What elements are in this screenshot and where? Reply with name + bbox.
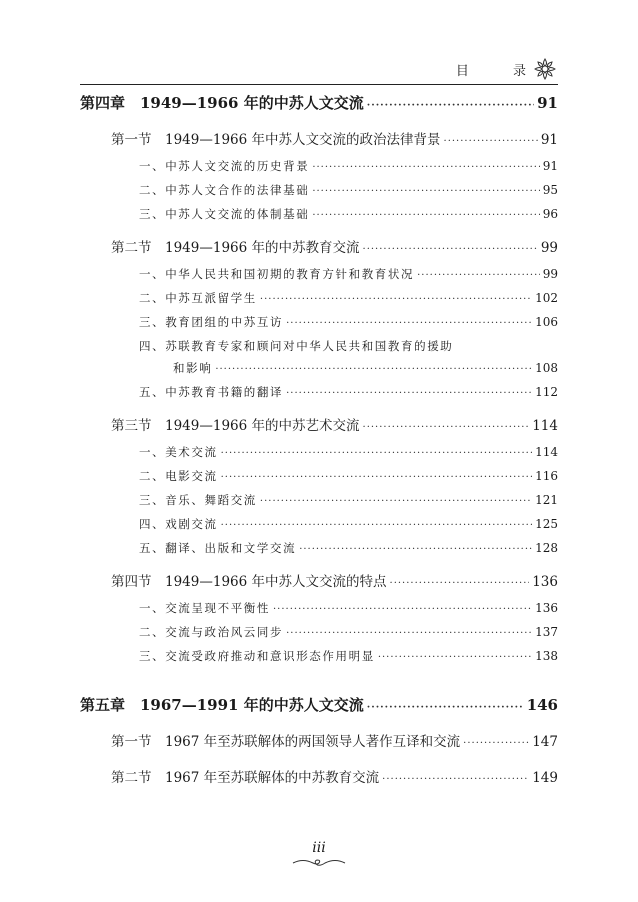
toc-page-number: 125 bbox=[535, 517, 558, 531]
dot-leader bbox=[286, 628, 532, 639]
toc-section[interactable] bbox=[80, 128, 558, 150]
toc-chapter-title: 第四章 1949—1966 年的中苏人文交流 bbox=[80, 94, 364, 112]
page-number: iii bbox=[312, 840, 326, 856]
toc-section[interactable] bbox=[80, 236, 558, 258]
toc-item[interactable] bbox=[80, 444, 558, 460]
toc-item-title: 一、交流呈现不平衡性 bbox=[139, 601, 270, 615]
toc-chapter[interactable] bbox=[80, 694, 558, 716]
toc-item[interactable] bbox=[80, 158, 558, 174]
dot-leader bbox=[382, 774, 529, 785]
toc-item-title: 三、中苏人文交流的体制基础 bbox=[139, 207, 310, 221]
header-title: 目 录 bbox=[455, 63, 546, 79]
dot-leader bbox=[367, 100, 534, 111]
toc-page-number: 114 bbox=[535, 445, 558, 459]
dot-leader bbox=[286, 318, 532, 329]
dot-leader bbox=[260, 294, 532, 305]
toc-page-number: 91 bbox=[542, 159, 558, 173]
toc-section[interactable] bbox=[80, 570, 558, 592]
toc-page-number: 91 bbox=[540, 132, 558, 148]
toc-page-number: 138 bbox=[535, 649, 558, 663]
toc-item[interactable] bbox=[80, 290, 558, 306]
toc-page-number: 136 bbox=[535, 601, 558, 615]
swirl-ornament-icon bbox=[291, 856, 347, 870]
dot-leader bbox=[444, 136, 538, 147]
toc-item-title: 二、中苏互派留学生 bbox=[139, 291, 257, 305]
dot-leader bbox=[312, 186, 539, 197]
dot-leader bbox=[367, 702, 524, 713]
toc-section-title: 第一节 1949—1966 年中苏人文交流的政治法律背景 bbox=[111, 132, 441, 148]
toc-page-number: 96 bbox=[542, 207, 558, 221]
toc-item-title: 二、中苏人文合作的法律基础 bbox=[139, 183, 310, 197]
toc-page-number: 95 bbox=[542, 183, 558, 197]
toc-page-number: 102 bbox=[535, 291, 558, 305]
toc-page-number: 128 bbox=[535, 541, 558, 555]
toc-item-title: 五、翻译、出版和文学交流 bbox=[139, 541, 297, 555]
toc-item-title: 四、苏联教育专家和顾问对中华人民共和国教育的援助 bbox=[139, 339, 454, 353]
toc-item-title: 二、电影交流 bbox=[139, 469, 218, 483]
toc-item[interactable] bbox=[80, 468, 558, 484]
flower-ornament-icon bbox=[534, 58, 556, 80]
toc-item[interactable] bbox=[80, 648, 558, 664]
dot-leader bbox=[215, 364, 532, 375]
toc-page-number: 112 bbox=[535, 385, 558, 399]
header-rule bbox=[80, 84, 558, 85]
dot-leader bbox=[299, 544, 532, 555]
toc-page-number: 147 bbox=[532, 734, 558, 750]
toc-item-title: 三、交流受政府推动和意识形态作用明显 bbox=[139, 649, 375, 663]
running-header bbox=[456, 58, 556, 80]
dot-leader bbox=[363, 422, 530, 433]
toc-item-continuation[interactable] bbox=[80, 360, 558, 376]
toc-section-title: 第三节 1949—1966 年的中苏艺术交流 bbox=[111, 418, 360, 434]
dot-leader bbox=[312, 210, 539, 221]
toc-section[interactable] bbox=[80, 414, 558, 436]
toc-item[interactable] bbox=[80, 540, 558, 556]
toc-item-title: 五、中苏教育书籍的翻译 bbox=[139, 385, 284, 399]
toc-page-number: 91 bbox=[537, 94, 558, 112]
toc-page-number: 114 bbox=[532, 418, 558, 434]
dot-leader bbox=[390, 578, 530, 589]
toc-item[interactable] bbox=[80, 206, 558, 222]
toc-item-title: 四、戏剧交流 bbox=[139, 517, 218, 531]
dot-leader bbox=[312, 162, 539, 173]
toc-page-number: 99 bbox=[540, 240, 558, 256]
toc-page-number: 116 bbox=[535, 469, 558, 483]
dot-leader bbox=[221, 472, 532, 483]
toc-item-title: 三、教育团组的中苏互访 bbox=[139, 315, 284, 329]
toc-item[interactable] bbox=[80, 314, 558, 330]
toc-page-number: 106 bbox=[535, 315, 558, 329]
toc-item[interactable] bbox=[80, 492, 558, 508]
toc-item[interactable] bbox=[80, 182, 558, 198]
dot-leader bbox=[463, 738, 529, 749]
toc-section[interactable] bbox=[80, 766, 558, 788]
toc-page-number: 121 bbox=[535, 493, 558, 507]
toc-page-number: 146 bbox=[526, 696, 558, 714]
toc-section-title: 第一节 1967 年至苏联解体的两国领导人著作互译和交流 bbox=[111, 734, 461, 750]
dot-leader bbox=[273, 604, 532, 615]
toc-page-number: 136 bbox=[532, 574, 558, 590]
dot-leader bbox=[417, 270, 540, 281]
dot-leader bbox=[221, 448, 532, 459]
toc-chapter-title: 第五章 1967—1991 年的中苏人文交流 bbox=[80, 696, 364, 714]
table-of-contents bbox=[80, 88, 558, 788]
toc-page-number: 137 bbox=[535, 625, 558, 639]
dot-leader bbox=[260, 496, 532, 507]
toc-section[interactable] bbox=[80, 730, 558, 752]
toc-item[interactable] bbox=[80, 516, 558, 532]
toc-chapter[interactable] bbox=[80, 92, 558, 114]
toc-page-number: 99 bbox=[542, 267, 558, 281]
toc-page-number: 149 bbox=[532, 770, 558, 786]
toc-section-title: 第四节 1949—1966 年中苏人文交流的特点 bbox=[111, 574, 387, 590]
toc-item-title: 一、中华人民共和国初期的教育方针和教育状况 bbox=[139, 267, 415, 281]
dot-leader bbox=[363, 244, 538, 255]
toc-item-title: 和影响 bbox=[173, 361, 213, 375]
toc-section-title: 第二节 1967 年至苏联解体的中苏教育交流 bbox=[111, 770, 380, 786]
dot-leader bbox=[286, 388, 532, 399]
toc-item[interactable] bbox=[80, 600, 558, 616]
toc-item[interactable] bbox=[80, 624, 558, 640]
dot-leader bbox=[378, 652, 532, 663]
toc-item-title: 一、美术交流 bbox=[139, 445, 218, 459]
page-footer bbox=[0, 840, 638, 870]
toc-item-title: 二、交流与政治风云同步 bbox=[139, 625, 284, 639]
dot-leader bbox=[221, 520, 532, 531]
toc-item[interactable] bbox=[80, 266, 558, 282]
toc-item-title: 三、音乐、舞蹈交流 bbox=[139, 493, 257, 507]
toc-item-title: 一、中苏人文交流的历史背景 bbox=[139, 159, 310, 173]
toc-page-number: 108 bbox=[535, 361, 558, 375]
toc-item[interactable] bbox=[80, 384, 558, 400]
toc-section-title: 第二节 1949—1966 年的中苏教育交流 bbox=[111, 240, 360, 256]
toc-item[interactable] bbox=[80, 338, 558, 354]
